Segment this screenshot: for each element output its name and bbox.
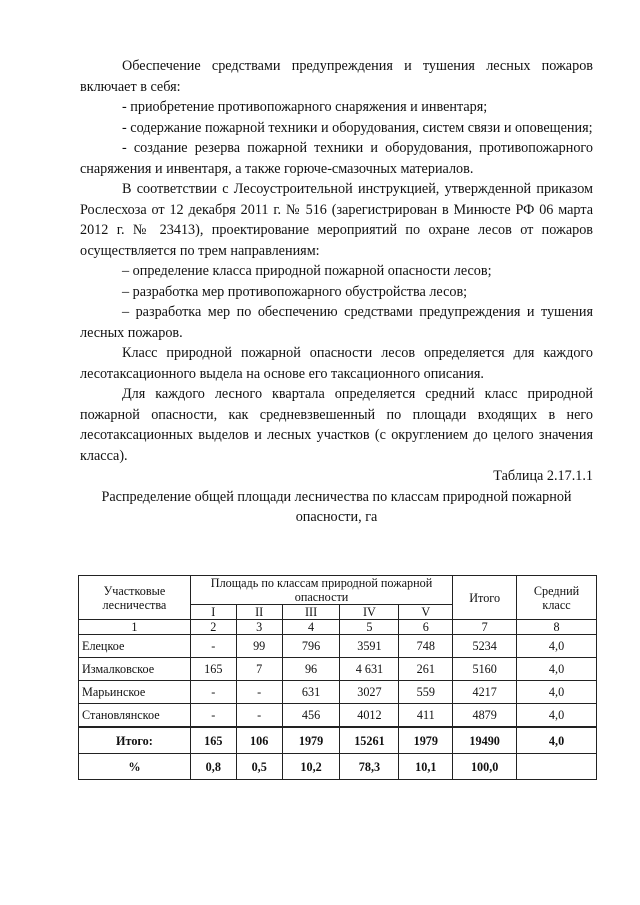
cell: 3027 bbox=[340, 681, 399, 704]
cell: 4012 bbox=[340, 704, 399, 728]
cell: 4217 bbox=[453, 681, 517, 704]
table-row-percent bbox=[79, 754, 597, 780]
header-class-2: II bbox=[236, 605, 282, 620]
cell: 796 bbox=[282, 635, 340, 658]
cell-forestry: Измалковское bbox=[79, 658, 191, 681]
list-item-reserve: - создание резерва пожарной техники и оборудования, противопожарного снаряжения и инвентаря, а также горюче-смазочных материалов. bbox=[80, 140, 593, 177]
list-item-fire-class: – определение класса природной пожарной опасности лесов; bbox=[122, 263, 492, 279]
cell-forestry: Елецкое bbox=[79, 635, 191, 658]
paragraph-quarter-class: Для каждого лесного квартала определяется средний класс природной пожарной опасности, как средневзвешенный по площади входящих в него лесотаксационных выделов и лесных участков (с округлением до целого значения класса). bbox=[80, 386, 593, 464]
col-num: 1 bbox=[79, 620, 191, 635]
cell: 10,2 bbox=[282, 754, 340, 780]
cell: 4,0 bbox=[517, 727, 597, 754]
cell: 4,0 bbox=[517, 704, 597, 728]
header-class-4: IV bbox=[340, 605, 399, 620]
cell: 411 bbox=[399, 704, 453, 728]
cell: 456 bbox=[282, 704, 340, 728]
cell: 4 631 bbox=[340, 658, 399, 681]
cell: 1979 bbox=[282, 727, 340, 754]
cell: 10,1 bbox=[399, 754, 453, 780]
cell: 78,3 bbox=[340, 754, 399, 780]
header-total: Итого bbox=[453, 576, 517, 620]
paragraph-class-definition: Класс природной пожарной опасности лесов определяется для каждого лесотаксационного выдела на основе его таксационного описания. bbox=[80, 345, 593, 382]
cell-percent-label: % bbox=[79, 754, 191, 780]
cell bbox=[517, 754, 597, 780]
cell: 99 bbox=[236, 635, 282, 658]
cell: 631 bbox=[282, 681, 340, 704]
header-class-1: I bbox=[190, 605, 236, 620]
col-num: 5 bbox=[340, 620, 399, 635]
cell: 0,5 bbox=[236, 754, 282, 780]
header-area-by-class: Площадь по классам природной пожарной опасности bbox=[190, 576, 452, 605]
col-num: 7 bbox=[453, 620, 517, 635]
cell: 559 bbox=[399, 681, 453, 704]
cell: - bbox=[190, 704, 236, 728]
cell-forestry: Марьинское bbox=[79, 681, 191, 704]
table-row-izmalkovskoe bbox=[79, 658, 597, 681]
table-row-stanovlyanskoe bbox=[79, 704, 597, 728]
table-row-total bbox=[79, 727, 597, 754]
cell: 4879 bbox=[453, 704, 517, 728]
table-title: Распределение общей площади лесничества по классам природной пожарной опасности, га bbox=[101, 488, 572, 525]
cell: 4,0 bbox=[517, 635, 597, 658]
cell: 165 bbox=[190, 727, 236, 754]
fire-danger-table bbox=[78, 575, 597, 780]
cell: 5234 bbox=[453, 635, 517, 658]
cell: 4,0 bbox=[517, 658, 597, 681]
list-item-fire-protection: – разработка мер противопожарного обустройства лесов; bbox=[122, 283, 468, 300]
col-num: 4 bbox=[282, 620, 340, 635]
col-num: 8 bbox=[517, 620, 597, 635]
cell: 100,0 bbox=[453, 754, 517, 780]
header-avg-class: Средний класс bbox=[517, 576, 597, 620]
table-header-row bbox=[79, 576, 597, 605]
cell: 5160 bbox=[453, 658, 517, 681]
cell: 7 bbox=[236, 658, 282, 681]
cell-forestry: Становлянское bbox=[79, 704, 191, 728]
table-row-maryinskoe bbox=[79, 681, 597, 704]
paragraph-instruction: В соответствии с Лесоустроительной инструкцией, утвержденной приказом Рослесхоза от 12 декабря 2011 г. № 516 (зарегистрирован в Минюсте РФ 06 марта 2012 г. № 23413), проектирование мероприятий по охране лесов от пожаров осуществляется по трем направлениям: bbox=[80, 181, 593, 259]
cell: 96 bbox=[282, 658, 340, 681]
col-num: 3 bbox=[236, 620, 282, 635]
col-num: 2 bbox=[190, 620, 236, 635]
cell: - bbox=[190, 681, 236, 704]
cell: 165 bbox=[190, 658, 236, 681]
column-numbers-row bbox=[79, 620, 597, 635]
document-body bbox=[80, 56, 593, 528]
cell: 748 bbox=[399, 635, 453, 658]
cell: 15261 bbox=[340, 727, 399, 754]
cell: - bbox=[236, 681, 282, 704]
header-forestry: Участковые лесничества bbox=[79, 576, 191, 620]
table-row-eletskoe bbox=[79, 635, 597, 658]
header-class-5: V bbox=[399, 605, 453, 620]
cell: 3591 bbox=[340, 635, 399, 658]
cell-total-label: Итого: bbox=[79, 727, 191, 754]
cell: 1979 bbox=[399, 727, 453, 754]
cell: 4,0 bbox=[517, 681, 597, 704]
cell: 19490 bbox=[453, 727, 517, 754]
cell: 0,8 bbox=[190, 754, 236, 780]
col-num: 6 bbox=[399, 620, 453, 635]
cell: - bbox=[236, 704, 282, 728]
list-item-fire-prevention: – разработка мер по обеспечению средствами предупреждения и тушения лесных пожаров. bbox=[80, 304, 593, 341]
paragraph-intro: Обеспечение средствами предупреждения и тушения лесных пожаров включает в себя: bbox=[80, 58, 593, 95]
header-class-3: III bbox=[282, 605, 340, 620]
table-number: Таблица 2.17.1.1 bbox=[493, 468, 593, 484]
cell: 106 bbox=[236, 727, 282, 754]
list-item-purchase: - приобретение противопожарного снаряжения и инвентаря; bbox=[122, 99, 488, 115]
cell: - bbox=[190, 635, 236, 658]
list-item-maintenance: - содержание пожарной техники и оборудования, систем связи и оповещения; bbox=[122, 119, 593, 136]
cell: 261 bbox=[399, 658, 453, 681]
